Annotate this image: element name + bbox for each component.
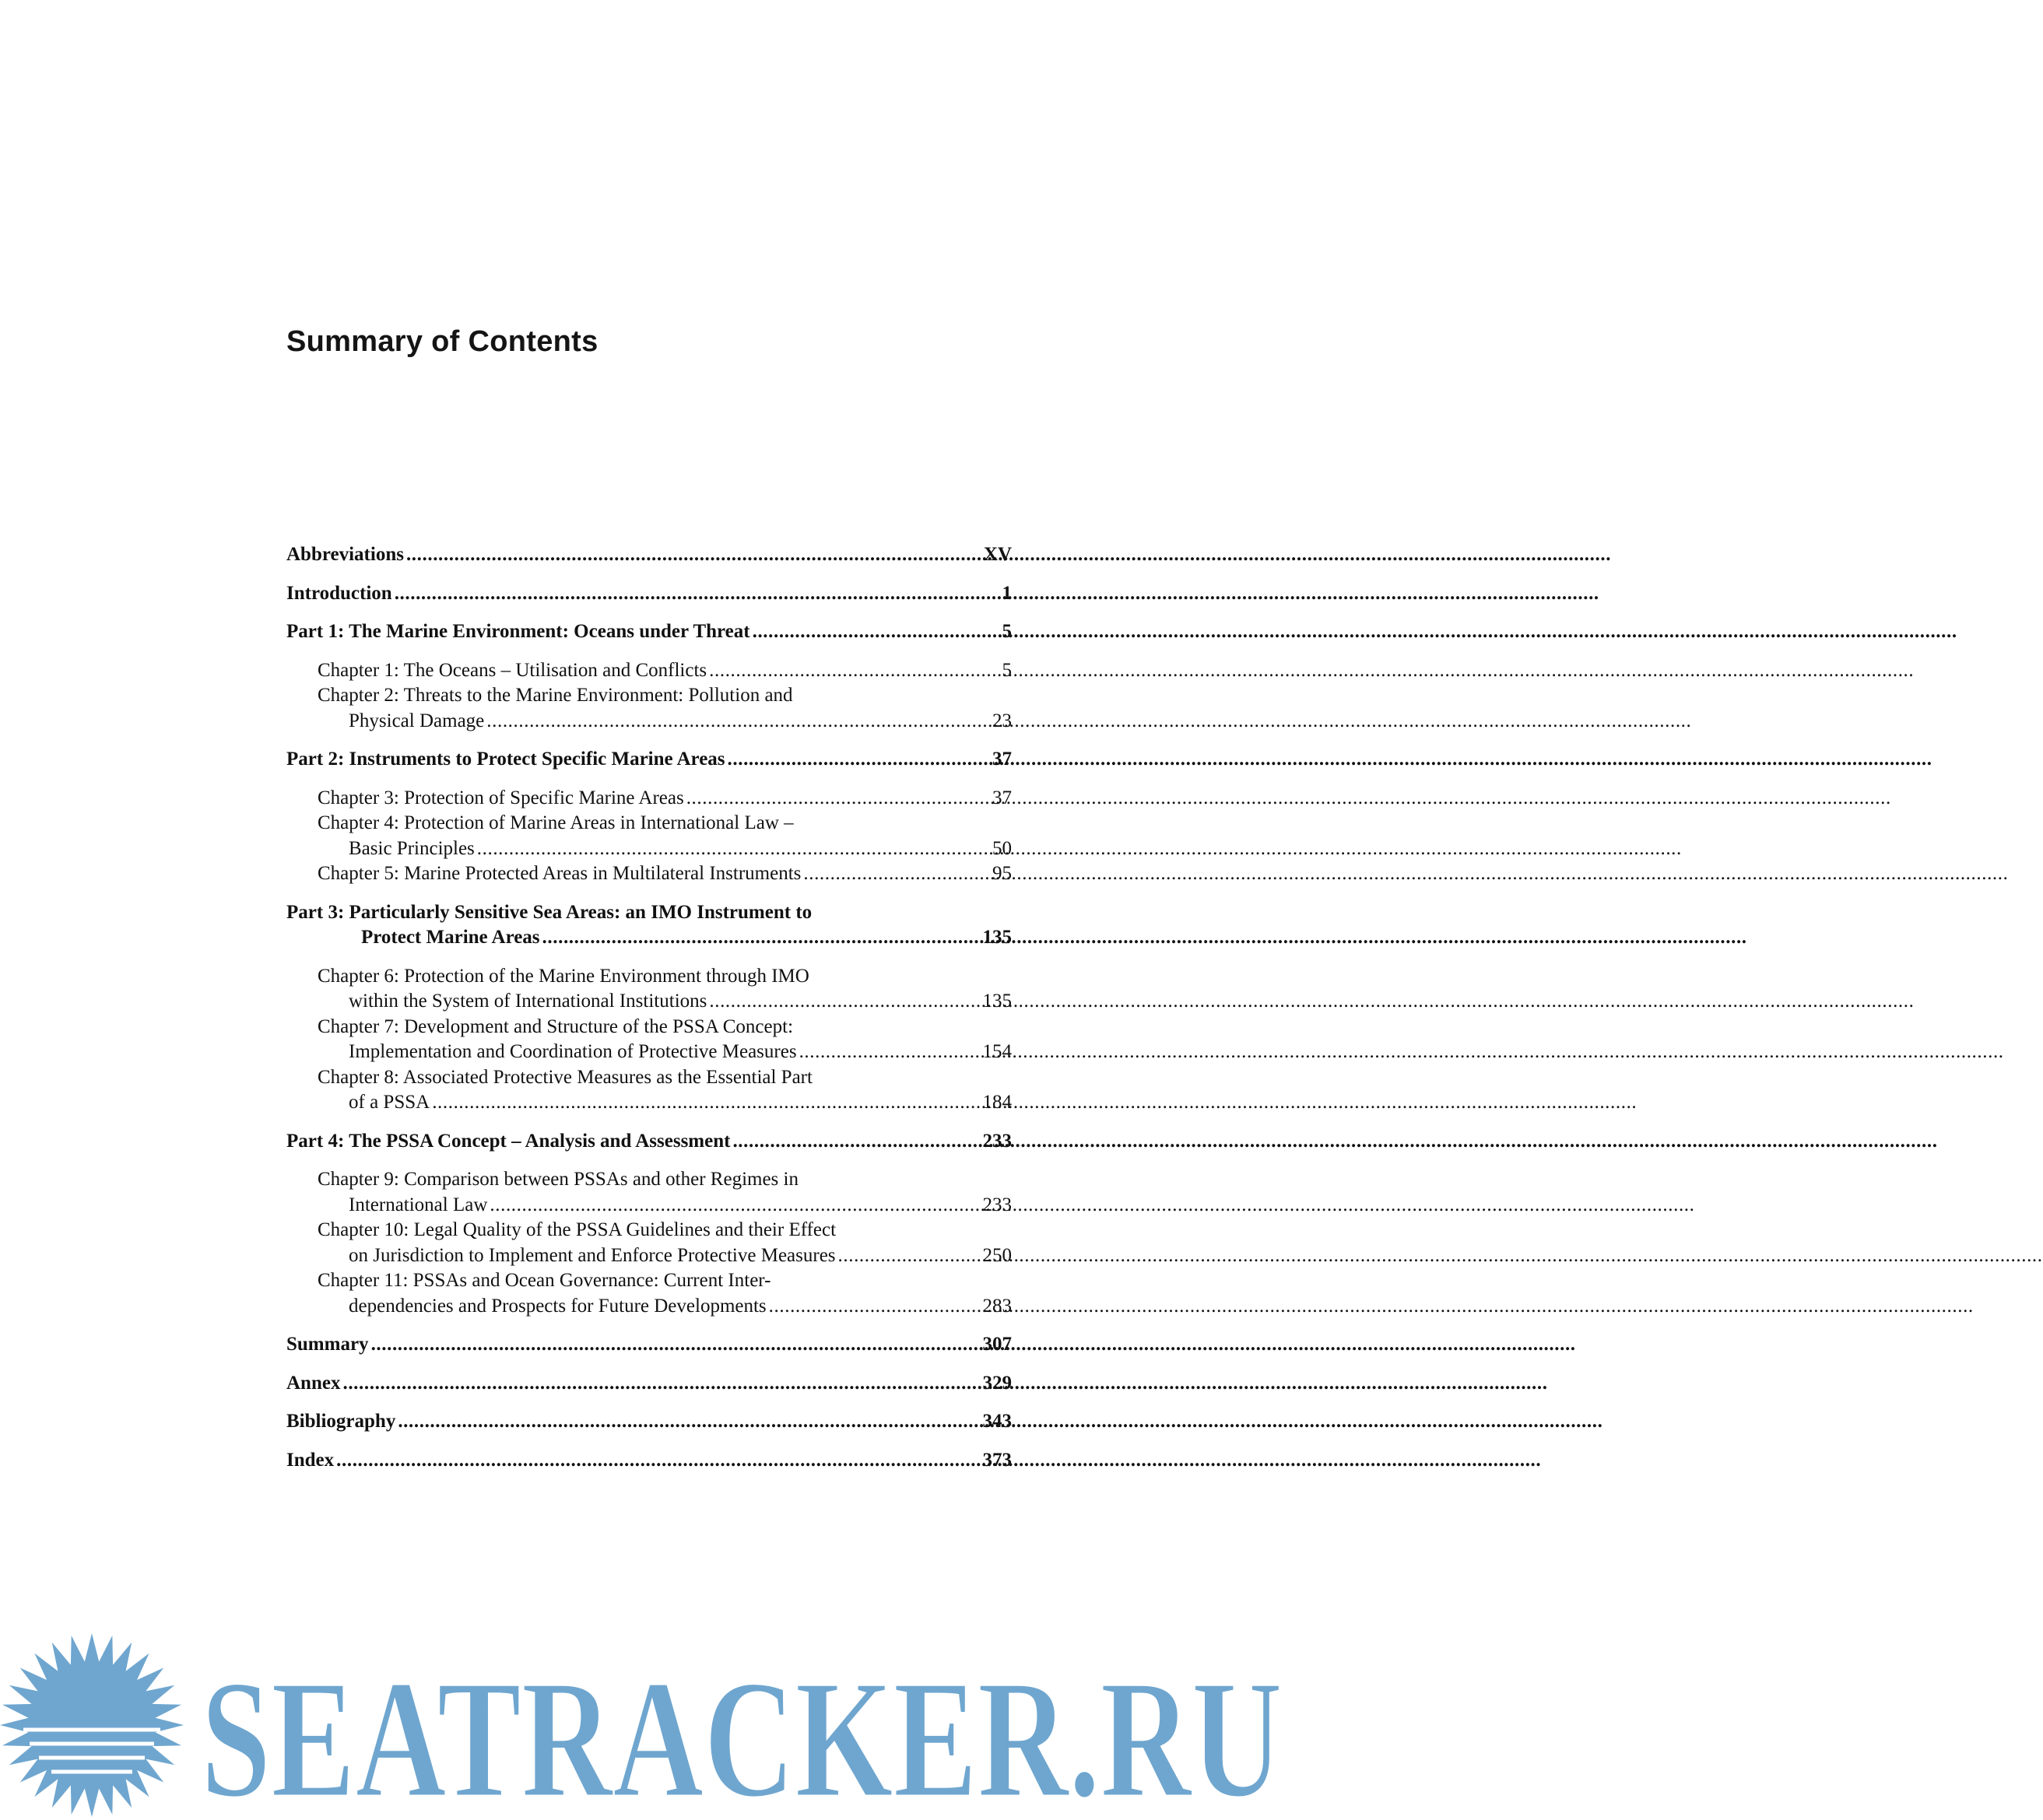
toc-page: 250 (982, 1244, 1012, 1266)
toc-label-cont: Implementation and Coordination of Protective Measures (349, 1041, 797, 1062)
toc-label: Chapter 1: The Oceans – Utilisation and Conflicts (318, 659, 707, 681)
toc-label: Chapter 8: Associated Protective Measures as the Essential Part (318, 1066, 813, 1088)
toc-page: 307 (982, 1334, 1012, 1355)
watermark-text: SEATRACKER.RU (201, 1646, 1283, 1820)
toc-page: 283 (982, 1295, 1012, 1317)
toc-label: Abbreviations (286, 544, 404, 565)
dot-leader (371, 1332, 981, 1358)
dot-leader (336, 1448, 980, 1474)
toc-page: 184 (982, 1092, 1012, 1113)
toc-entry-chapter-7[interactable] (286, 1015, 1012, 1040)
toc-label: Index (286, 1449, 335, 1471)
toc-entry-chapter-8-cont[interactable] (286, 1090, 1012, 1116)
toc-label-cont: Protect Marine Areas (361, 927, 540, 948)
toc-page: 1 (1002, 582, 1012, 604)
toc-page: 343 (982, 1411, 1012, 1432)
toc-entry-chapter-2-cont[interactable] (286, 709, 1012, 735)
dot-leader (395, 581, 1000, 607)
toc-entry-chapter-11[interactable] (286, 1268, 1012, 1294)
toc-page: 95 (992, 863, 1012, 884)
toc-entry-chapter-10[interactable] (286, 1218, 1012, 1243)
toc-entry-chapter-6[interactable] (286, 964, 1012, 990)
toc-entry-chapter-10-cont[interactable] (286, 1243, 1012, 1269)
toc-entry-chapter-4[interactable] (286, 811, 1012, 836)
watermark (0, 1630, 1287, 1820)
dot-leader (803, 861, 990, 887)
dot-leader (432, 1090, 980, 1116)
toc-label: Chapter 2: Threats to the Marine Environment: Pollution and (318, 685, 793, 706)
toc-entry-chapter-8[interactable] (286, 1065, 1012, 1091)
toc-page: 5 (1002, 659, 1012, 681)
toc-label: Chapter 7: Development and Structure of the PSSA Concept: (318, 1015, 794, 1037)
toc-label: Part 2: Instruments to Protect Specific Marine Areas (286, 749, 725, 770)
toc-page: 23 (992, 710, 1012, 731)
toc-label: Chapter 10: Legal Quality of the PSSA Guidelines and their Effect (318, 1219, 837, 1240)
toc-entry-annex[interactable] (286, 1371, 1012, 1397)
toc-entry-chapter-9[interactable] (286, 1167, 1012, 1193)
toc-entry-part-3[interactable] (286, 900, 1012, 926)
toc-page: 135 (982, 991, 1012, 1012)
dot-leader (753, 619, 1000, 645)
part-2-chapters (286, 786, 1012, 887)
toc-label: Summary (286, 1334, 369, 1355)
toc-label: Part 1: The Marine Environment: Oceans under Threat (286, 621, 750, 642)
toc-entry-part-1[interactable] (286, 619, 1012, 645)
part-3-chapters (286, 964, 1012, 1116)
toc-label: Chapter 5: Marine Protected Areas in Multilateral Instruments (318, 863, 802, 884)
toc-label: Chapter 11: PSSAs and Ocean Governance: Current Inter- (318, 1270, 771, 1291)
toc-label: Annex (286, 1372, 341, 1394)
toc-entry-part-4[interactable] (286, 1129, 1012, 1155)
toc-label-cont: of a PSSA (349, 1092, 430, 1113)
toc-label-cont: Basic Principles (349, 837, 475, 859)
toc-label: Part 3: Particularly Sensitive Sea Areas: an IMO Instrument to (286, 901, 813, 923)
toc-entry-chapter-6-cont[interactable] (286, 989, 1012, 1015)
dot-leader (769, 1294, 981, 1320)
toc-entry-chapter-2[interactable] (286, 683, 1012, 709)
toc-page: 329 (982, 1372, 1012, 1394)
toc-entry-introduction[interactable] (286, 581, 1012, 607)
toc-page: 135 (982, 927, 1012, 948)
dot-leader (799, 1040, 981, 1065)
dot-leader (709, 989, 980, 1015)
toc-page: 5 (1002, 621, 1012, 642)
dot-leader (486, 709, 990, 735)
toc-label: Bibliography (286, 1411, 396, 1432)
toc-label-cont: within the System of International Institutions (349, 991, 707, 1012)
toc-entry-chapter-5[interactable] (286, 861, 1012, 887)
toc-entry-chapter-11-cont[interactable] (286, 1294, 1012, 1320)
dot-leader (398, 1409, 980, 1435)
toc-label-cont: on Jurisdiction to Implement and Enforce Protective Measures (349, 1244, 836, 1266)
dot-leader (406, 542, 981, 568)
toc-entry-part-3-cont[interactable] (286, 925, 1012, 951)
dot-leader (838, 1243, 981, 1269)
page-title: Summary of Contents (286, 325, 599, 358)
toc-entry-chapter-1[interactable] (286, 658, 1012, 684)
part-4-chapters (286, 1167, 1012, 1319)
sun-logo-icon (0, 1633, 184, 1817)
toc-label: Chapter 9: Comparison between PSSAs and other Regimes in (318, 1169, 799, 1190)
toc-entry-chapter-3[interactable] (286, 786, 1012, 812)
toc-label-cont: International Law (349, 1194, 488, 1215)
toc-label-cont: dependencies and Prospects for Future Developments (349, 1295, 767, 1317)
toc-label: Chapter 3: Protection of Specific Marine Areas (318, 787, 684, 808)
toc-page: 37 (992, 749, 1012, 770)
toc-entry-part-2[interactable] (286, 747, 1012, 773)
toc-page: 37 (992, 787, 1012, 808)
dot-leader (709, 658, 999, 684)
toc-entry-summary[interactable] (286, 1332, 1012, 1358)
toc-page: 233 (982, 1130, 1012, 1152)
toc-page: 233 (982, 1194, 1012, 1215)
toc-label: Chapter 4: Protection of Marine Areas in International Law – (318, 812, 794, 833)
toc-label: Chapter 6: Protection of the Marine Environment through IMO (318, 965, 809, 987)
dot-leader (686, 786, 990, 812)
dot-leader (728, 747, 990, 773)
dot-leader (542, 925, 981, 951)
part-1-chapters (286, 658, 1012, 735)
toc-label: Part 4: The PSSA Concept – Analysis and Assessment (286, 1130, 731, 1152)
toc-entry-abbreviations[interactable] (286, 542, 1012, 568)
toc-page: 154 (982, 1041, 1012, 1062)
toc-page: 50 (992, 837, 1012, 859)
toc-page: XV (983, 544, 1012, 565)
toc-entry-index[interactable] (286, 1448, 1012, 1474)
dot-leader (732, 1129, 980, 1155)
toc-label: Introduction (286, 582, 392, 604)
toc-page: 373 (982, 1449, 1012, 1471)
dot-leader (477, 836, 990, 862)
toc-entry-chapter-4-cont[interactable] (286, 836, 1012, 862)
toc-entry-chapter-7-cont[interactable] (286, 1040, 1012, 1065)
dot-leader (342, 1371, 980, 1397)
toc-entry-chapter-9-cont[interactable] (286, 1193, 1012, 1219)
toc-entry-bibliography[interactable] (286, 1409, 1012, 1435)
dot-leader (490, 1193, 980, 1219)
toc-label-cont: Physical Damage (349, 710, 485, 731)
table-of-contents (286, 542, 1012, 1473)
